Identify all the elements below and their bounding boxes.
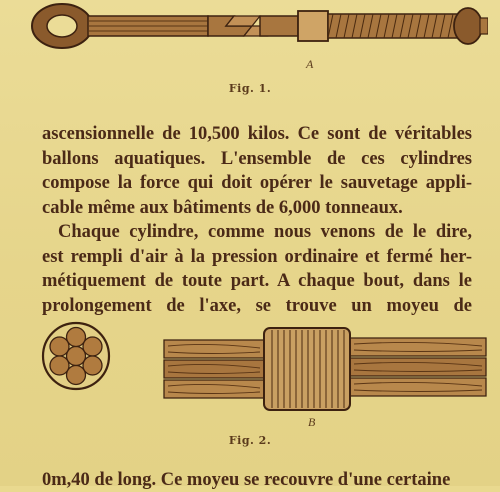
paragraph-1-line: cable même aux bâtiments de 6,000 tonneaux. — [42, 197, 403, 218]
paragraph-2-line: est rempli d'air à la pression ordinaire et fermé her- — [42, 246, 472, 267]
paragraph-2-line: métiquement de toute part. A chaque bout, dans le — [42, 271, 472, 291]
figure-2-side-view — [160, 322, 490, 432]
figure-1-caption: Fig. 1. — [228, 82, 272, 95]
paragraph-2-line: Chaque cylindre, comme nous venons de le dire, — [58, 222, 472, 242]
figure-1-illustration — [28, 0, 488, 72]
figure-1-label-a: A — [306, 57, 314, 71]
figure-2-label-b: B — [308, 415, 316, 429]
paragraph-1-line: compose la force qui doit opérer le sauvetage appli- — [42, 173, 472, 193]
paragraph-1-line: ascensionnelle de 10,500 kilos. Ce sont de véritables — [42, 124, 472, 144]
figure-2-cross-section — [38, 318, 114, 394]
paragraph-1-line: ballons aquatiques. L'ensemble de ces cylindres — [42, 148, 472, 169]
figure-2-caption: Fig. 2. — [228, 434, 272, 447]
cut-off-text-line: 0m,40 de long. Ce moyeu se recouvre d'une certaine — [42, 470, 451, 490]
paragraph-1 — [42, 122, 472, 220]
paragraph-2-line: prolongement de l'axe, se trouve un moyeu de — [42, 295, 472, 316]
paragraph-2 — [42, 220, 472, 318]
